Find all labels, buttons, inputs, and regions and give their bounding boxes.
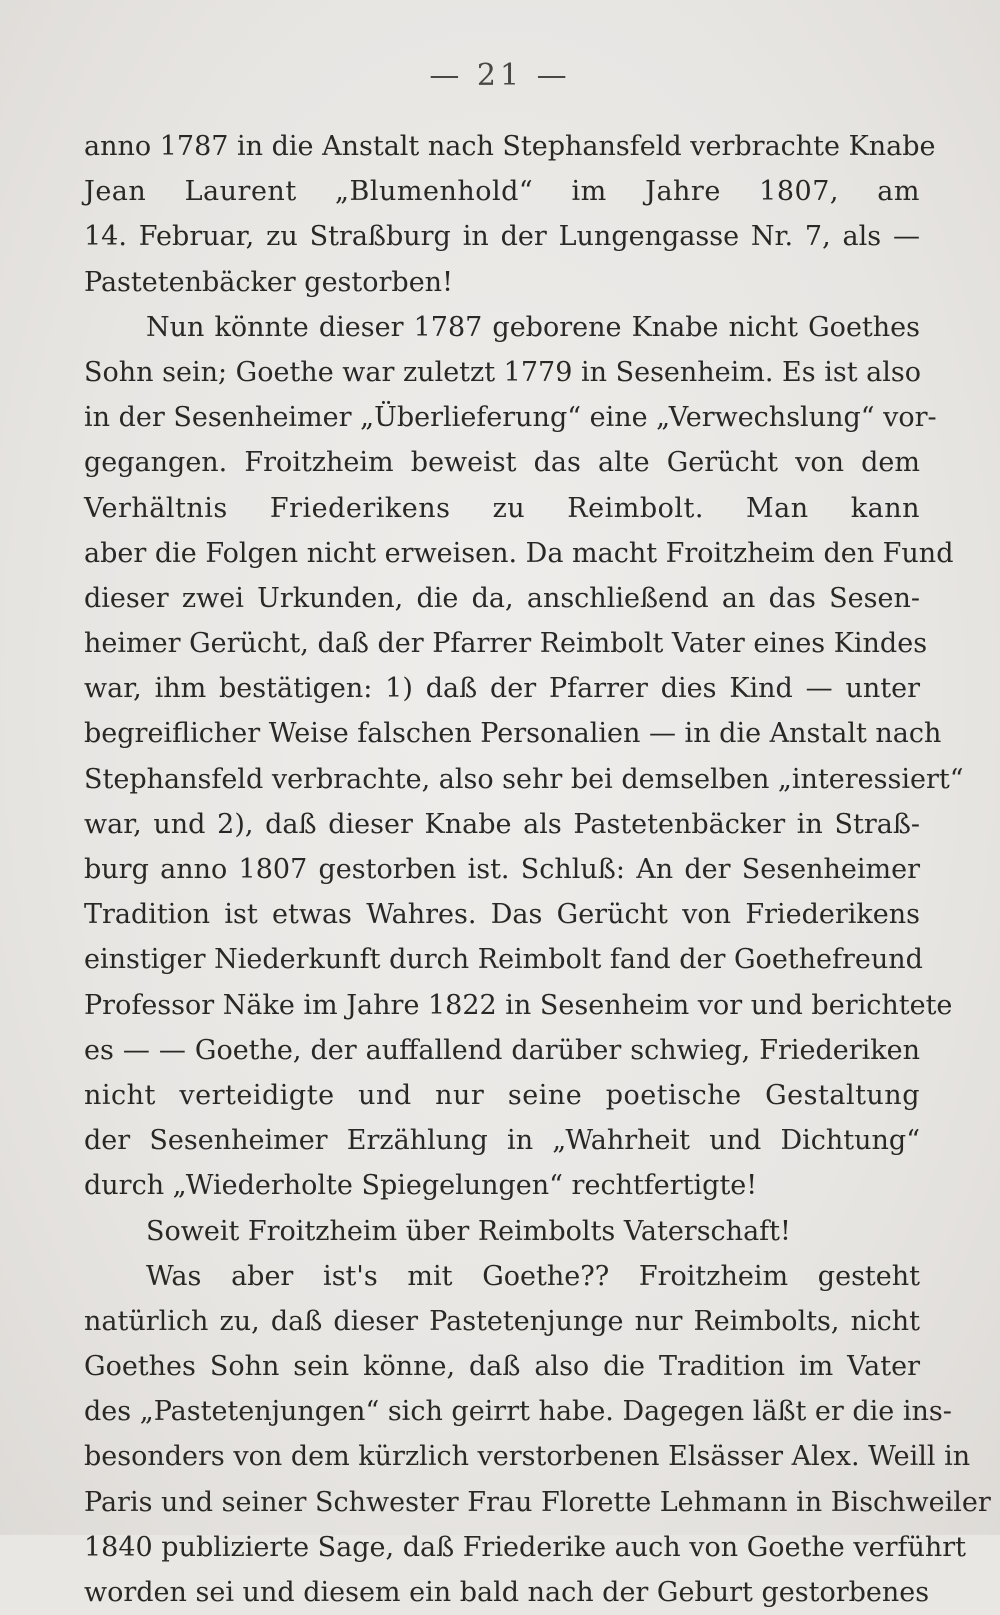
text-line: worden sei und diesem ein bald nach der Geburt gestorbenes (84, 1577, 930, 1608)
text-line: der Sesenheimer Erzählung in „Wahrheit und Dichtung“ (84, 1125, 920, 1157)
text-line: war, und 2), daß dieser Knabe als Pastetenbäcker in Straß- (84, 808, 920, 840)
text-line: 1840 publizierte Sage, daß Friederike auch von Goethe verführt (84, 1531, 967, 1563)
text-line: Verhältnis Friederikens zu Reimbolt. Man kann (84, 492, 920, 524)
text-line: Pastetenbäcker gestorben! (84, 266, 453, 298)
text-line: anno 1787 in die Anstalt nach Stephansfeld verbrachte Knabe (84, 131, 936, 162)
text-line: in der Sesenheimer „Überlieferung“ eine „Verwechslung“ vor- (84, 402, 937, 434)
text-line: begreiflicher Weise falschen Personalien — in die Anstalt nach (84, 718, 942, 750)
text-line: einstiger Niederkunft durch Reimbolt fand der Goethefreund (84, 944, 923, 976)
text-line: Professor Näke im Jahre 1822 in Sesenheim vor und berichtete (84, 989, 953, 1021)
text-line: Stephansfeld verbrachte, also sehr bei demselben „interessiert“ (84, 763, 964, 795)
text-line: natürlich zu, daß dieser Pastetenjunge nur Reimbolts, nicht (84, 1305, 920, 1337)
text-line: war, ihm bestätigen: 1) daß der Pfarrer dies Kind — unter (84, 673, 920, 705)
text-line: aber die Folgen nicht erweisen. Da macht Froitzheim den Fund (84, 537, 954, 569)
text-line: besonders von dem kürzlich verstorbenen Elsässer Alex. Weill in (84, 1441, 971, 1473)
text-line: Paris und seiner Schwester Frau Florette Lehmann in Bischweiler (84, 1486, 991, 1518)
text-line: dieser zwei Urkunden, die da, anschließend an das Sesen- (84, 582, 920, 614)
text-line: Sohn sein; Goethe war zuletzt 1779 in Sesenheim. Es ist also (84, 356, 921, 388)
text-line: Nun könnte dieser 1787 geborene Knabe nicht Goethes (146, 311, 920, 343)
text-line: 14. Februar, zu Straßburg in der Lungengasse Nr. 7, als — (84, 221, 920, 253)
text-line: Soweit Froitzheim über Reimbolts Vaterschaft! (146, 1215, 791, 1247)
text-line: Jean Laurent „Blumenhold“ im Jahre 1807, am (84, 176, 920, 208)
text-line: Goethes Sohn sein könne, daß also die Tradition im Vater (84, 1351, 920, 1383)
text-line: Tradition ist etwas Wahres. Das Gerücht von Friederikens (84, 899, 920, 931)
body-text (84, 124, 991, 1615)
text-line: Was aber ist's mit Goethe?? Froitzheim gesteht (146, 1260, 920, 1292)
text-line: heimer Gerücht, daß der Pfarrer Reimbolt Vater eines Kindes (84, 628, 928, 660)
text-line: burg anno 1807 gestorben ist. Schluß: An der Sesenheimer (84, 854, 920, 885)
page-number: — 21 — (429, 58, 571, 93)
text-line: es — — Goethe, der auffallend darüber schwieg, Friederiken (84, 1034, 920, 1066)
text-line: nicht verteidigte und nur seine poetische Gestaltung (84, 1079, 920, 1111)
text-line: des „Pastetenjungen“ sich geirrt habe. Dagegen läßt er die ins- (84, 1396, 952, 1428)
text-line: durch „Wiederholte Spiegelungen“ rechtfertigte! (84, 1170, 758, 1202)
text-line: gegangen. Froitzheim beweist das alte Gerücht von dem (84, 447, 920, 479)
